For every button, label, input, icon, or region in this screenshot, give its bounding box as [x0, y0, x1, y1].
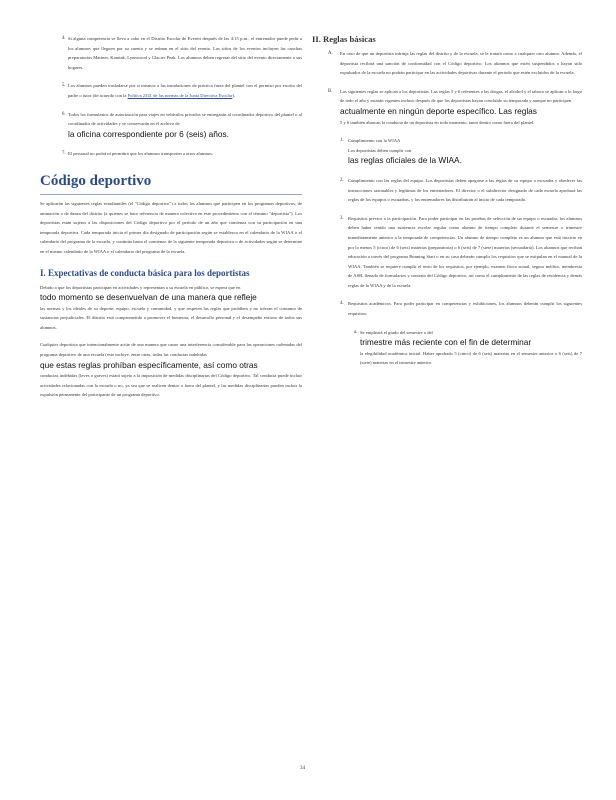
- list-item: [40, 110, 302, 141]
- subsection-heading: I. Expectativas de conducta básica para los deportistas: [40, 267, 250, 278]
- rule-item: [312, 176, 582, 205]
- item-number: 1.: [340, 138, 344, 144]
- item-text: [340, 87, 582, 127]
- paragraph-emphasis: que estas reglas prohíban específicamente, así como otras: [40, 359, 258, 370]
- page-number: 34: [300, 766, 305, 771]
- item-text: El personal no podrá ni permitirá que los alumnos transporten a otros alumnos.: [68, 151, 214, 157]
- list-item: [312, 49, 582, 78]
- item-number: 7.: [62, 151, 66, 157]
- item-text-emphasis: trimestre más reciente con el fin de determinar: [360, 337, 532, 348]
- item-text-emphasis: actualmente en ningún deporte específico. Las reglas: [340, 105, 537, 116]
- paragraph-text: conductas indebidas (leves o graves) estará sujeto a la imposición de medidas disciplinarias del Código deportivo. Tal conducta puede incluir actividades relacionadas con la escuela o no, ya sea que se realicen dentro o fuera del plantel, y las medidas disciplinarias pueden incluir la expulsión permanente del participante de un programa deportivo.: [40, 373, 302, 398]
- paragraph-text: Cualquier deportista que intencionalmente actúe de una manera que cause una interferencia considerable para las operaciones ordenadas del programa deportivo de una escuela (este incluye, entre otras, todas las conductas indebidas: [40, 342, 302, 358]
- item-text: En caso de que un deportista infrinja las reglas del distrito y de la escuela, se le tratará como a cualquier otro alumno. Además, el deportista recibirá una sanción de conformidad con el Código deportivo. Los alumnos que estén suspendidos o hayan sido expulsados de la escuela no podrán participar en las actividades deportivas durante el periodo que estén excluidos de la escuela.: [340, 51, 582, 76]
- section-heading: II. Reglas básicas: [312, 34, 376, 44]
- item-text: [348, 136, 582, 167]
- item-text-body: Todos los formularios de autorización para viajes en vehículos privados se entregarán al coordinador deportivo del plantel o al coordinador de actividades y se conservarán en el archivo de: [68, 111, 302, 127]
- rule-item: [312, 136, 582, 167]
- item-number: 3.: [340, 215, 344, 221]
- sub-rule-item: [312, 328, 582, 368]
- list-item: [40, 34, 302, 72]
- item-text-body: Los deportistas deben cumplir con: [348, 147, 412, 153]
- item-text-body: Se empleará el grado del semestre o del: [360, 329, 433, 335]
- rule-item: [312, 299, 582, 318]
- paragraph-text: las normas y los ideales de su deporte, equipo, escuela y comunidad, y que respeten las reglas que prohíben y no toleran el consumo de sustancias perjudiciales. El distrito está comprometido a promover el bienestar, el desarrollo personal y el desempeño exitoso de todos sus alumnos.: [40, 305, 302, 330]
- rule-item: [312, 214, 582, 291]
- item-text-tail: 5 y 6 también abarcan la conducta de un deportista en todo momento, tanto dentro como fuera del plantel.: [340, 119, 535, 125]
- item-number: 6.: [62, 111, 66, 117]
- list-item: [40, 81, 302, 100]
- policy-link[interactable]: Política 2341 de las normas de la Junta Directiva Escolar: [127, 92, 233, 98]
- list-item: [312, 87, 582, 127]
- item-text-body: Los alumnos pueden trasladarse por sí mismos a las instalaciones de práctica fuera del plantel con el permiso por escrito del padre o tutor (de acuerdo con la: [68, 83, 302, 98]
- item-text-body: Las siguientes reglas se aplican a los deportistas. Las reglas 5 y 6 referentes a las drogas, el alcohol y el tabaco se aplican a lo largo de todo el año y estarán vigentes incluso después de que los deportistas hayan concluido su temporada y aunque no participen: [340, 88, 582, 104]
- left-column: [40, 34, 302, 408]
- right-column: [312, 34, 582, 376]
- item-text: Requisitos académicos. Para poder participar en competencias y exhibiciones, los alumnos deberán cumplir los siguientes requisitos:: [348, 301, 582, 317]
- intro-paragraph: Se aplicarán las siguientes reglas estudiantiles (el "Código deportivo") a todos los alumnos que participen en los programas deportivos, de animación o de danza del distrito (a quienes se hace referencia de manera colectiva en este procedimiento con el término "deportista"). Los deportistas están sujetos a las disposiciones del Código deportivo por el período de un año que comienza con su participación en una temporada deportiva. Cada temporada inicia el primer día designado de participación según se establezca en el calendario de la WIAA o el calendario del programa de la escuela, y continúa hasta el comienzo de la siguiente temporada deportiva o de actividades según se determine en el mismo calendario de la WIAA o el calendario del programa de la escuela.: [40, 200, 302, 254]
- item-text: Cumplimiento con las reglas del equipo. Los deportistas deben apegarse a las reglas de su equipo o escuadra y obedecer las instrucciones razonables y legítimas de los entrenadores. El director o el subdirector designado de cada escuela aprobará las reglas de los equipos o escuadras, y los entrenadores las distribuirán al inicio de cada temporada.: [348, 177, 582, 203]
- section-heading: Código deportivo: [40, 173, 302, 195]
- paragraph-text: Debido a que los deportistas participan en actividades y representan a su escuela en público, se espera que en: [40, 284, 241, 290]
- item-number: 2.: [340, 177, 344, 183]
- item-text-emphasis: las reglas oficiales de la WIAA.: [348, 155, 462, 166]
- paragraph-emphasis: todo momento se desenvuelvan de una manera que refleje: [40, 292, 257, 303]
- item-text-emphasis: la oficina correspondiente por 6 (seis) años.: [68, 128, 229, 139]
- item-number: 4.: [62, 36, 66, 41]
- item-text: [68, 110, 302, 141]
- item-letter: a.: [354, 329, 358, 335]
- list-item: [40, 149, 302, 159]
- item-text: Si alguna competencia se lleva a cabo en el Distrito Escolar de Everett después de las 4:15 p.m., el entrenador puede pedir a los alumnos que lleguen por su cuenta y se reúnan en el sitio del evento. Las sitios de los eventos incluyen las canchas preparatorias Mariner, Kamiak, Lynnwood y Glacier Peak. Los alumnos deben regresar del sitio del evento directamente a sus hogares.: [68, 36, 302, 70]
- item-letter: B.: [328, 88, 333, 94]
- item-letter: A.: [328, 51, 333, 56]
- item-number: 5.: [62, 83, 66, 89]
- item-number: 4.: [340, 301, 344, 307]
- item-text-tail: ).: [232, 92, 235, 98]
- item-text-title: Cumplimiento con la WIAA: [348, 138, 401, 144]
- item-text: [68, 81, 302, 100]
- item-text-tail: la elegibilidad académica inicial. Haber aprobado 5 (cinco) de 6 (seis) materias en el semestre anterior o 6 (seis) de 7 (siete) materias en el trimestre anterior.: [360, 350, 582, 366]
- paragraph: [40, 283, 302, 333]
- paragraph: [40, 340, 302, 400]
- item-text: [360, 328, 582, 368]
- item-text: Requisitos previos a la participación. Para poder participar en las pruebas de selección de un equipo o escuadra, los alumnos deben haber tenido una asistencia escolar regular como alumno de tiempo completo durante el semestre o trimestre inmediatamente anterior a la temporada de competencias. Un alumno de tiempo completo es un alumno que está inscrito en por lo menos 5 (cinco) de 6 (seis) materias (preparatoria) o 6 (seis) de 7 (siete) materias (secundaria). Los alumnos que reciban educación a través del programa Running Start o en su casa deberán cumplir los requisitos que se estipulan en el manual de la WIAA. También se requiere cumplir el resto de los requisitos, por ejemplo, examen físico actual, seguro médico, membresía de ASB, llenado de formularios y contrato del Código deportivo, así como el cumplimiento de las reglas de residencia y demás reglas de la WIAA y de la escuela.: [348, 215, 582, 288]
